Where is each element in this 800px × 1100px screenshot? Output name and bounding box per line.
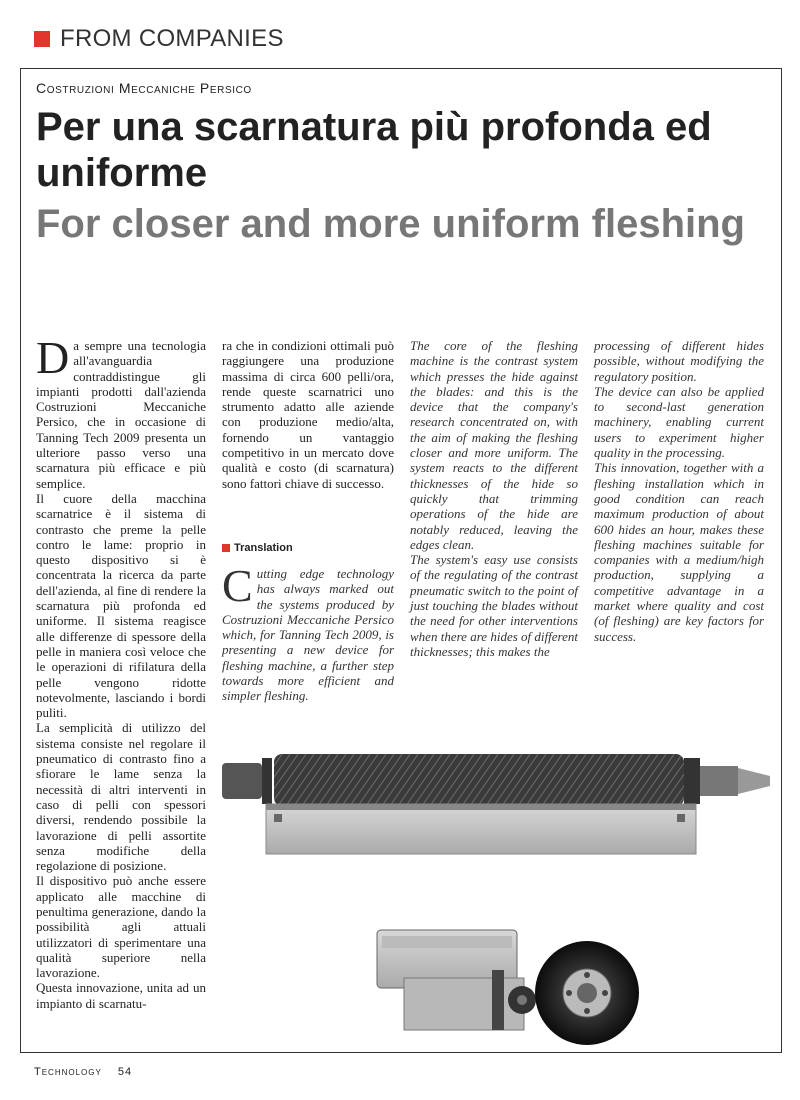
paragraph: ra che in condizioni ottimali può raggiungere una produzione massima di circa 600 pelli/ora, rende queste scarnatrici uno strumento adatto alle aziende con produzione medio/alta, fornendo un vantaggio competitivo in un mercato dove qualità e costo (di scarnatura) sono fattori chiave di successo. [222, 338, 394, 491]
paragraph [36, 332, 206, 491]
paragraph-text: utting edge technology has always marked out the systems produced by Costruzioni Meccaniche Persico which, for Tanning Tech 2009, is presenting a new device for fleshing machine, a further step towards more efficient and simpler fleshing. [222, 566, 394, 704]
paragraph: The core of the fleshing machine is the contrast system which presses the hide against the blades: and this is the device that the company's research concentrated on, with the aim of making the fleshing closer and more uniform. The system reacts to the different thicknesses of the hide so quickly that trimming operations of the hide are notably reduced, leaving the edges clean. [410, 338, 578, 552]
paragraph: Questa innovazione, unita ad un impianto di scarnatu- [36, 980, 206, 1011]
paragraph [222, 560, 394, 704]
paragraph: processing of different hides possible, without modifying the regulatory position. [594, 338, 764, 384]
translation-label-text: Translation [234, 542, 293, 554]
page-number: 54 [117, 1066, 133, 1078]
section-title: FROM COMPANIES [60, 25, 284, 52]
blade-cylinder [222, 754, 770, 806]
paragraph: The device can also be applied to second-last generation machinery, enabling current users to experiment higher quality in the processing. [594, 383, 764, 461]
column-3 [410, 338, 578, 659]
drop-cap: D [36, 332, 70, 383]
column-4 [594, 338, 764, 644]
translation-label [222, 542, 293, 554]
page-footer [34, 1066, 132, 1078]
paragraph: Il dispositivo può anche essere applicato alle macchine di penultima generazione, dando la possibilità agli attuali utilizzatori di sperimentare una qualità superiore nella lavorazione. [36, 873, 206, 981]
company-name: Costruzioni Meccaniche Persico [36, 80, 252, 96]
contrast-roller-wheel [535, 941, 639, 1045]
translation-marker-icon [222, 544, 230, 552]
section-marker-icon [34, 31, 50, 47]
pneumatic-unit [377, 930, 536, 1030]
column-2-english [222, 560, 394, 704]
contrast-system-housing [266, 804, 696, 854]
paragraph: Il cuore della macchina scarnatrice è il sistema di contrasto che preme la pelle contro le lame: proprio in questo dispositivo si è concentrata la ricerca da parte dell'azienda, al fine di rendere la scarnatura più profonda ed uniforme. Il sistema reagisce alle differenze di spessore della pelle in maniera così veloce che le operazioni di rifilatura della pelle vengono ridotte notevolmente, lasciando i bordi puliti. [36, 490, 206, 721]
headline-english: For closer and more uniform fleshing [36, 202, 745, 246]
headline-italian: Per una scarnatura più profonda ed uniforme [36, 105, 712, 195]
paragraph: The system's easy use consists of the regulating of the contrast pneumatic switch to the point of just touching the blades without the need for other interventions when there are hides of different thicknesses; this makes the [410, 552, 578, 659]
drop-cap: C [222, 560, 253, 611]
paragraph-text: a sempre una tecnologia all'avanguardia contraddistingue gli impianti prodotti dall'azienda Costruzioni Meccaniche Persico, che in occasione di Tanning Tech 2009 presenta un ulteriore passo verso una scarnatura più efficace e più semplice. [36, 338, 206, 491]
column-2-italian [222, 338, 394, 538]
paragraph: La semplicità di utilizzo del sistema consiste nel regolare il pneumatico di contrasto fino a sfiorare le lame senza la necessità di altri interventi in caso di pelli con spessori diversi, rendendo possibile la lavorazione di pelli assortite senza modifiche della regolazione di posizione. [36, 720, 206, 874]
section-header [34, 24, 284, 54]
footer-section: Technology [34, 1066, 102, 1078]
fleshing-machine-illustration [222, 748, 777, 1053]
paragraph: This innovation, together with a fleshing installation which in good condition can reach maximum production of about 600 hides an hour, makes these fleshing machines suitable for companies with a medium/high production, supplying a competitive advantage in a market where quality and cost (of fleshing) are key factors for success. [594, 460, 764, 644]
column-1 [36, 332, 206, 1011]
